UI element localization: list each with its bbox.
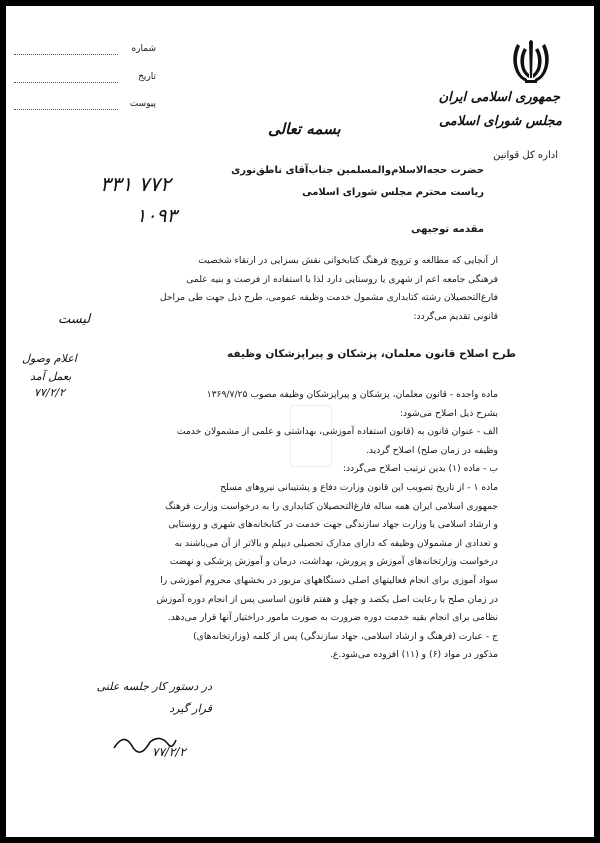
body-line: ماده واحده - قانون معلمان، پزشکان و پیراپزشکان وظیفه مصوب ۱۳۶۹/۷/۲۵ xyxy=(206,389,498,400)
emblem-icon xyxy=(508,36,554,86)
body-line: جمهوری اسلامی ایران همه ساله فارغ‌التحصیلان کتابداری را به درخواست وزارت فرهنگ xyxy=(165,500,498,512)
intro-paragraph xyxy=(120,252,498,326)
margin-note-receipt: اعلام وصول xyxy=(22,352,77,365)
date-field xyxy=(14,72,156,86)
handwritten-reg-number-2: ۱۰۹۳ xyxy=(136,205,177,227)
body-line: درخواست وزارتخانه‌های آموزش و پرورش، بهداشت، درمان و آموزش پزشکی و نهضت xyxy=(169,556,498,568)
body-line: الف - عنوان قانون به (قانون استفاده آموزشی، بهداشتی و علمی از مشمولان خدمت xyxy=(176,426,498,438)
body-line: وظیفه در زمان صلح) اصلاح گردید. xyxy=(365,444,498,456)
handwritten-signature-note xyxy=(42,676,212,720)
body-line: مذکور در مواد (۶) و (۱۱) افزوده می‌شود.ع. xyxy=(330,649,498,661)
attachment-label: پیوست xyxy=(129,99,156,109)
department-name: اداره کل قوانین xyxy=(493,150,558,161)
signature-date: ۷۷/۲/۲ xyxy=(152,745,186,759)
body-line: بشرح ذیل اصلاح می‌شود: xyxy=(399,407,498,419)
intro-line: قانونی تقدیم می‌گردد: xyxy=(413,310,498,322)
addressee-line2: ریاست محترم مجلس شورای اسلامی xyxy=(302,187,484,198)
body-line: در زمان صلح با رعایت اصل یکصد و چهل و هفتم قانون اساسی پس از انجام دوره آموزش xyxy=(156,593,498,605)
signature-note-line: قرار گیرد xyxy=(169,702,212,715)
number-field xyxy=(14,44,156,58)
intro-heading: مقدمه توجیهی xyxy=(411,224,484,235)
intro-line: از آنجایی که مطالعه و ترویج فرهنگ کتابخوانی نقش بسزایی در ارتقاء شخصیت xyxy=(198,255,498,266)
addressee-line1: حضرت حجه‌الاسلام‌والمسلمین جناب‌آقای ناطق‌نوری xyxy=(231,165,484,176)
org-name-line2: مجلس شورای اسلامی xyxy=(438,114,562,129)
body-line: و ارشاد اسلامی یا وزارت جهاد سازندگی جهت خدمت در کتابخانه‌های شهری و روستایی xyxy=(168,519,498,531)
body-line: ب - ماده (۱) بدین ترتیب اصلاح می‌گردد: xyxy=(342,463,498,475)
margin-note-date: ۷۷/۲/۲ xyxy=(34,386,66,399)
number-label: شماره xyxy=(131,44,156,54)
body-line: و تعدادی از مشمولان وظیفه که دارای مدارک تحصیلی دیپلم و بالاتر از آن می‌باشند به xyxy=(174,537,498,549)
attachment-field xyxy=(14,99,156,113)
signature-note-line: در دستور کار جلسه علنی xyxy=(96,680,212,693)
body-paragraph xyxy=(106,386,498,665)
document-title: طرح اصلاح قانون معلمان، پزشکان و پیراپزشکان وظیفه xyxy=(227,348,516,360)
org-name-line1: جمهوری اسلامی ایران xyxy=(438,90,560,105)
date-label: تاریخ xyxy=(138,72,156,82)
margin-note-done: بعمل آمد xyxy=(30,370,72,383)
body-line: نظامی برای انجام بقیه خدمت دوره ضرورت به صورت مامور دراختیار آنها قرار می‌دهد. xyxy=(167,612,498,624)
margin-note-list: لیست xyxy=(58,312,91,327)
body-line: ج - عبارت (فرهنگ و ارشاد اسلامی، جهاد سازندگی) پس از کلمه (وزارتخانه‌های) xyxy=(193,630,498,642)
handwritten-reg-number: ۳۳۱ ۷۷۲ xyxy=(100,172,171,196)
body-line: ماده ۱ - از تاریخ تصویب این قانون وزارت دفاع و پشتیبانی نیروهای مسلح xyxy=(220,481,498,493)
bismillah-heading: بسمه تعالی xyxy=(268,120,341,138)
intro-line: فارغ‌التحصیلان رشته کتابداری مشمول خدمت وظیفه عمومی، طرح ذیل جهت طی مراحل xyxy=(159,292,498,304)
intro-line: فرهنگی جامعه اعم از شهری یا روستایی دارد لذا با استفاده از فرصت و بنیه علمی xyxy=(186,273,498,285)
body-line: سواد آموزی برای انجام فعالیتهای اصلی دستگاههای مزبور در بخشهای محروم آموزشی را xyxy=(160,574,498,586)
